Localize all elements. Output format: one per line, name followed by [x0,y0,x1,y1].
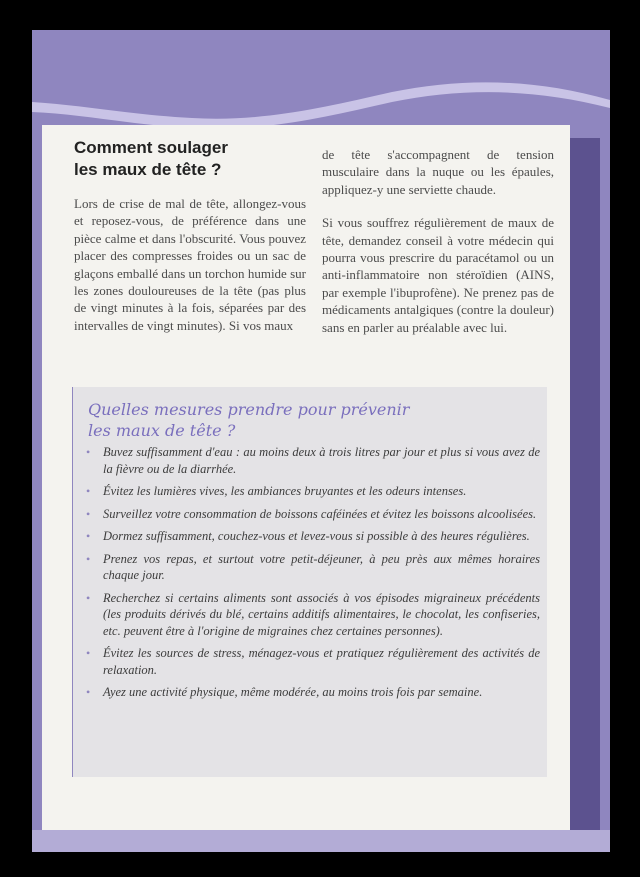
tips-title [88,399,528,441]
tips-title-line2: les maux de tête ? [88,421,236,440]
right-paragraph-1: de tête s'accompagnent de tension musculaire dans la nuque ou les épaules, appliquez-y une serviette chaude. [322,147,554,197]
tip-item [86,645,540,678]
bullet-icon: • [86,506,91,521]
tip-text: Recherchez si certains aliments sont associés à vos épisodes migraineux précédents (les produits dérivés du blé, certains additifs alimentaires, le chocolat, les confiseries, etc. peuvent être à l'origine de migraines chez certaines personnes). [103,590,540,638]
tip-text: Surveillez votre consommation de boissons caféinées et évitez les boissons alcoolisées. [103,506,537,521]
tip-text: Ayez une activité physique, même modérée, au moins trois fois par semaine. [103,685,483,699]
tips-list [86,444,540,707]
tips-title-line1: Quelles mesures prendre pour prévenir [88,400,410,419]
bullet-icon: • [86,551,91,566]
tip-item [86,551,540,584]
right-paragraph-2: Si vous souffrez régulièrement de maux de tête, demandez conseil à votre médecin qui pourra vous prescrire du paracétamol ou un anti-inflammatoire non stéroïdien (AINS, par exemple l'ibuprofène). Ne prenez pas de médicaments antalgiques (contre la douleur) sans en parler au préalable avec lui. [322,215,554,335]
bullet-icon: • [86,590,91,605]
article-title-line1: Comment soulager [74,138,228,157]
tip-text: Évitez les lumières vives, les ambiances bruyantes et les odeurs intenses. [103,484,467,498]
tip-item [86,506,540,523]
brochure-page [32,30,610,852]
right-column [322,146,554,352]
tip-text: Dormez suffisamment, couchez-vous et levez-vous si possible à des heures régulières. [103,529,530,543]
tip-item [86,444,540,477]
article-title [74,137,306,181]
tip-item [86,590,540,640]
article-title-line2: les maux de tête ? [74,160,222,179]
tip-item [86,528,540,545]
tip-item [86,684,540,701]
bullet-icon: • [86,445,91,459]
bullet-icon: • [86,529,91,543]
left-column [74,137,306,350]
tip-item [86,483,540,500]
left-paragraph: Lors de crise de mal de tête, allongez-vous et reposez-vous, de préférence dans une pièce calme et dans l'obscurité. Vous pouvez placer des compresses froides ou un sac de glaçons emballé dans un torchon humide sur les zones douloureuses de la tête (pas plus de vingt minutes à la fois, séparées par des intervalles de vingt minutes). Si vos maux [74,196,306,333]
bullet-icon: • [86,646,91,660]
panel-shadow-strip [570,138,600,830]
bottom-band [32,830,610,852]
prevention-tips-box [72,387,547,777]
tip-text: Buvez suffisamment d'eau : au moins deux à trois litres par jour et plus si vous avez de la fièvre ou de la diarrhée. [103,445,540,476]
tip-text: Évitez les sources de stress, ménagez-vous et pratiquez régulièrement des activités de relaxation. [103,646,540,677]
tip-text: Prenez vos repas, et surtout votre petit-déjeuner, à peu près aux mêmes horaires chaque jour. [103,551,540,582]
bullet-icon: • [86,685,91,699]
bullet-icon: • [86,484,91,498]
